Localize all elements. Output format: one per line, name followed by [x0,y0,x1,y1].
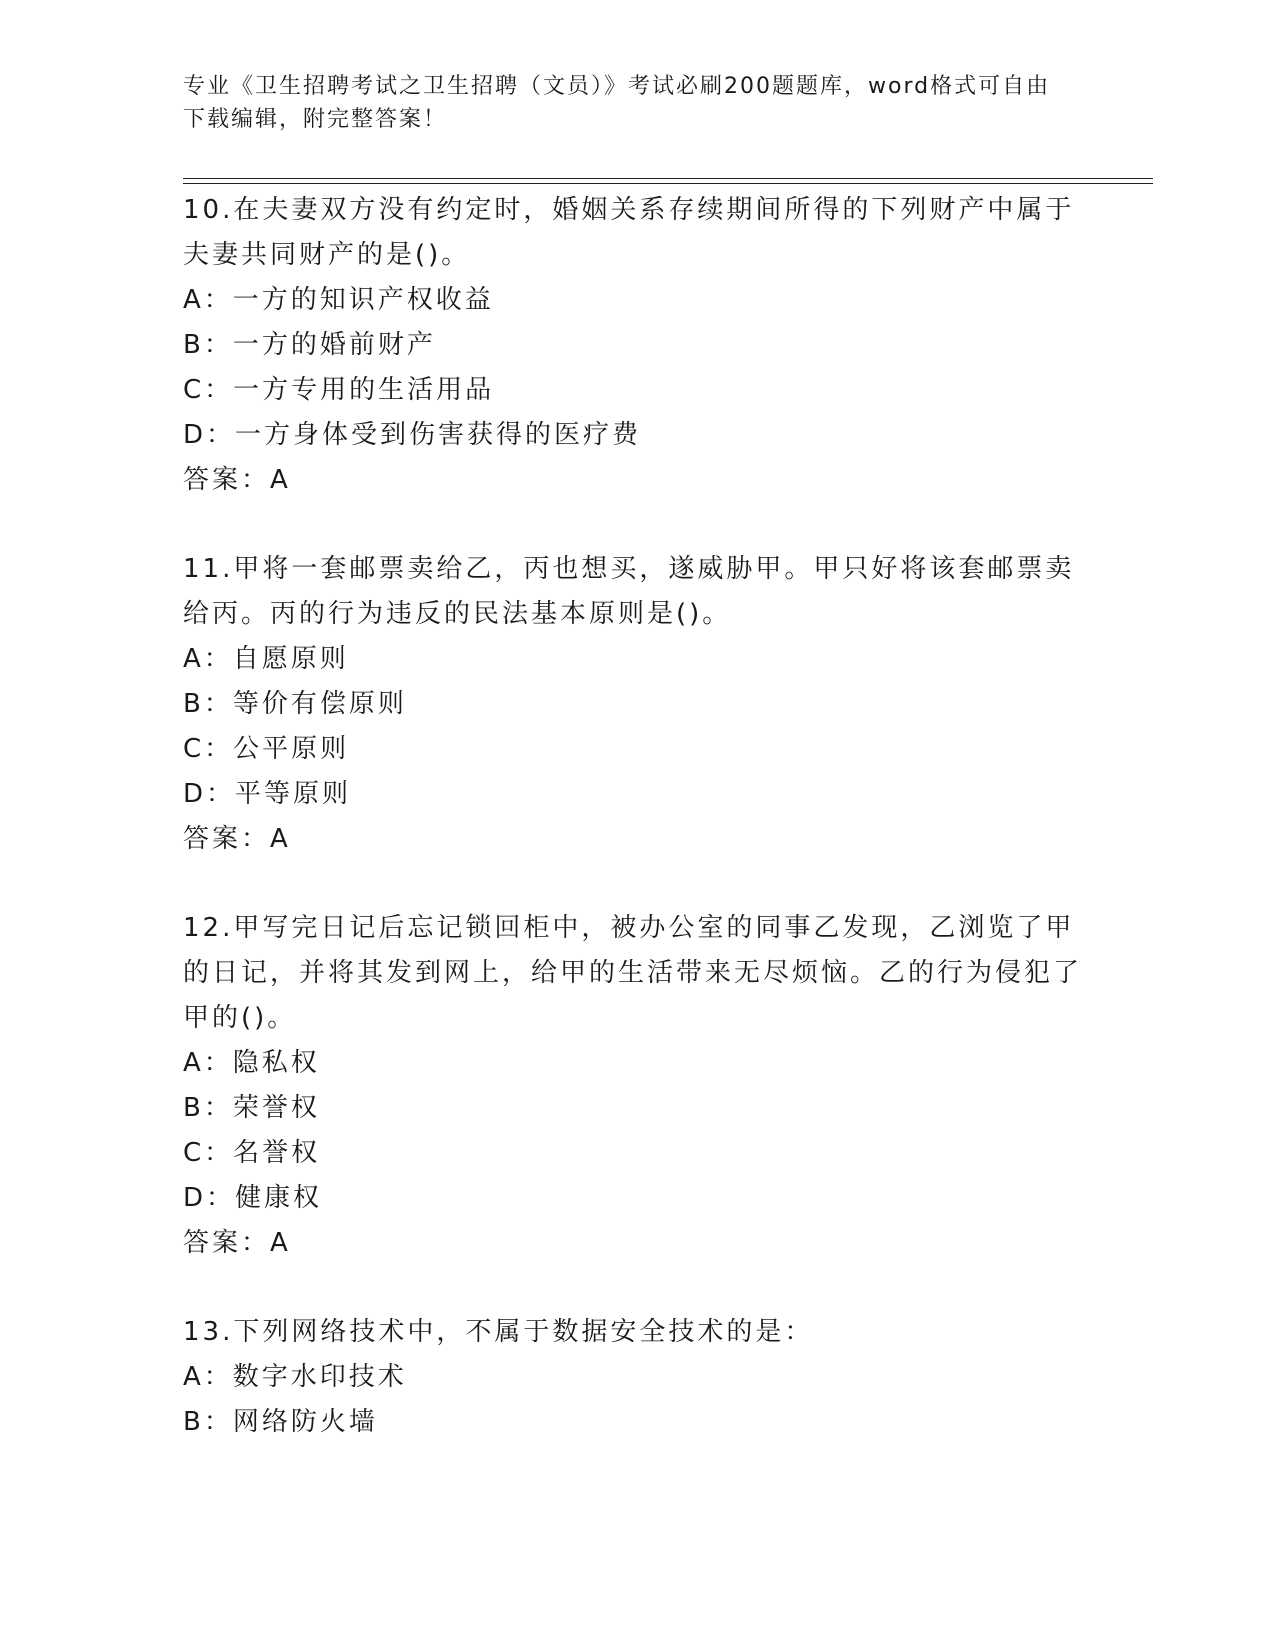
question-13 [183,1310,1083,1445]
option-d: D：一方身体受到伤害获得的医疗费 [183,420,642,450]
option-a: A：自愿原则 [183,644,349,674]
option-b: B：一方的婚前财产 [183,330,436,360]
answer-label: 答案：A [183,824,291,854]
option-a: A：数字水印技术 [183,1362,407,1392]
question-10 [183,188,1083,503]
option-c: C：公平原则 [183,734,350,764]
option-b: B：荣誉权 [183,1093,320,1123]
header-divider-bottom [183,183,1153,184]
option-d: D：健康权 [183,1183,323,1213]
question-stem: 10.在夫妻双方没有约定时，婚姻关系存续期间所得的下列财产中属于夫妻共同财产的是()。 [183,195,1075,270]
question-stem: 12.甲写完日记后忘记锁回柜中，被办公室的同事乙发现，乙浏览了甲的日记，并将其发到网上，给甲的生活带来无尽烦恼。乙的行为侵犯了甲的()。 [183,913,1083,1033]
option-b: B：网络防火墙 [183,1407,378,1437]
header-divider-top [183,178,1153,179]
answer-label: 答案：A [183,465,291,495]
option-a: A：隐私权 [183,1048,320,1078]
option-c: C：名誉权 [183,1138,321,1168]
option-b: B：等价有偿原则 [183,689,407,719]
question-stem: 13.下列网络技术中，不属于数据安全技术的是： [183,1317,814,1347]
document-header: 专业《卫生招聘考试之卫生招聘（文员）》考试必刷200题题库，word格式可自由下载编辑，附完整答案！ [183,74,1051,132]
option-d: D：平等原则 [183,779,352,809]
question-12 [183,906,1083,1266]
option-a: A：一方的知识产权收益 [183,285,494,315]
option-c: C：一方专用的生活用品 [183,375,495,405]
question-stem: 11.甲将一套邮票卖给乙，丙也想买，遂威胁甲。甲只好将该套邮票卖给丙。丙的行为违反的民法基本原则是()。 [183,554,1075,629]
question-list [183,188,1083,1489]
answer-label: 答案：A [183,1228,291,1258]
question-11 [183,547,1083,862]
